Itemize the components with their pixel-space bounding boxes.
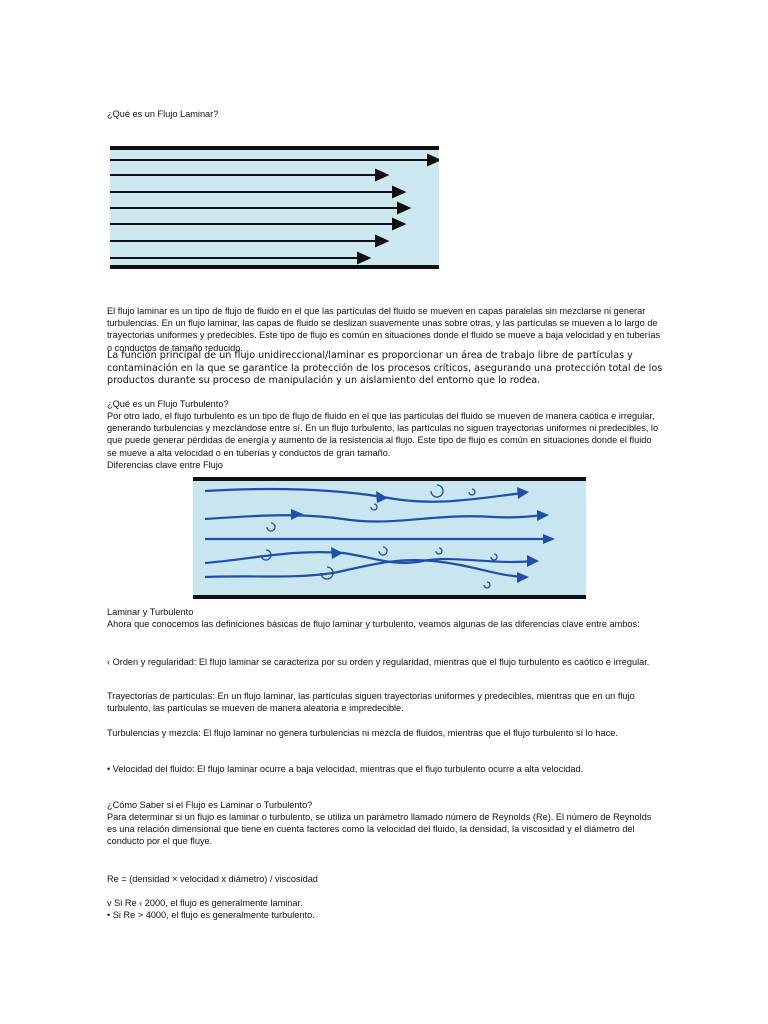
turbulent-flow-diagram [193,477,586,599]
heading-differences: Diferencias clave entre Flujo [107,460,223,470]
heading-howto: ¿Cómo Saber si el Flujo es Laminar o Turbulento? [107,800,313,810]
laminar-flow-diagram [110,145,439,271]
rule-laminar: v Si Re ‹ 2000, el flujo es generalmente laminar. [107,898,303,908]
rule-turbulent: • Si Re > 4000, el flujo es generalmente turbulento. [107,910,315,920]
item-mixing: Turbulencias y mezcla: El flujo laminar no genera turbulencias ni mezcla de fluidos, mientras que el flujo turbulento sí lo hace. [107,728,618,738]
paragraph-intro: Ahora que conocemos las definiciones básicas de flujo laminar y turbulento, veamos algunas de las diferencias clave entre ambos: [107,619,640,629]
paragraph-function: La función principal de un flujo unidireccional/laminar es proporcionar un área de trabajo libre de partículas y contaminación en la que se garantice la protección de los procesos críticos, asegurando una protección total de los productos durante su proceso de manipulación y un aislamiento del entorno que lo rodea. [107,350,663,387]
pipe-bottom-wall [110,265,439,269]
paragraph-howto: Para determinar si un flujo es laminar o turbulento, se utiliza un parámetro llamado número de Reynolds (Re). El número de Reynolds es una relación dimensional que tiene en cuenta factores como la velocidad del fluido, la densidad, la viscosidad y el diámetro del conducto por el que fluye. [107,812,652,847]
item-order: ‹ Orden y regularidad: El flujo laminar se caracteriza por su orden y regularidad, mientras que el flujo turbulento es caótico e irregular. [107,657,650,667]
heading-differences-cont: Laminar y Turbulento [107,607,194,617]
item-velocity: • Velocidad del fluido: El flujo laminar ocurre a baja velocidad, mientras que el flujo turbulento ocurre a alta velocidad. [107,764,584,774]
heading-laminar: ¿Qué es un Flujo Laminar? [107,109,219,119]
pipe-top-wall [193,477,586,481]
pipe-top-wall [110,146,439,150]
formula-reynolds: Re = (densidad × velocidad x diámetro) / viscosidad [107,874,318,884]
paragraph-laminar: El flujo laminar es un tipo de flujo de fluido en el que las partículas del fluido se mueven en capas paralelas sin mezclarse ni generar turbulencias. En un flujo laminar, las capas de fluido se deslizan suavemente unas sobre otras, y las partículas se mueven a lo largo de trayectorias uniformes y predecibles. Este tipo de flujo es común en situaciones donde el fluido se mueve a baja velocidad y en tuberías o conductos de tamaño reducido. [107,306,661,353]
pipe-bottom-wall [193,595,586,599]
item-paths: Trayectorias de partículas: En un flujo laminar, las partículas siguen trayectorias uniformes y predecibles, mientras que en un flujo turbulento, las partículas se mueven de manera aleatoria e impredecible. [107,691,635,714]
paragraph-turbulent: Por otro lado, el flujo turbulento es un tipo de flujo de fluido en el que las partículas del fluido se mueven de manera caótica e irregular, generando turbulencias y mezclándose entre sí. En un flujo turbulento, las partículas no siguen trayectorias uniformes ni predecibles, lo que puede generar pérdidas de energía y aumento de la resistencia al flujo. Este tipo de flujo es común en situaciones donde el fluido se mueve a alta velocidad o en tuberías y conductos de gran tamaño. [107,411,659,458]
heading-turbulent: ¿Qué es un Flujo Turbulento? [107,399,229,409]
